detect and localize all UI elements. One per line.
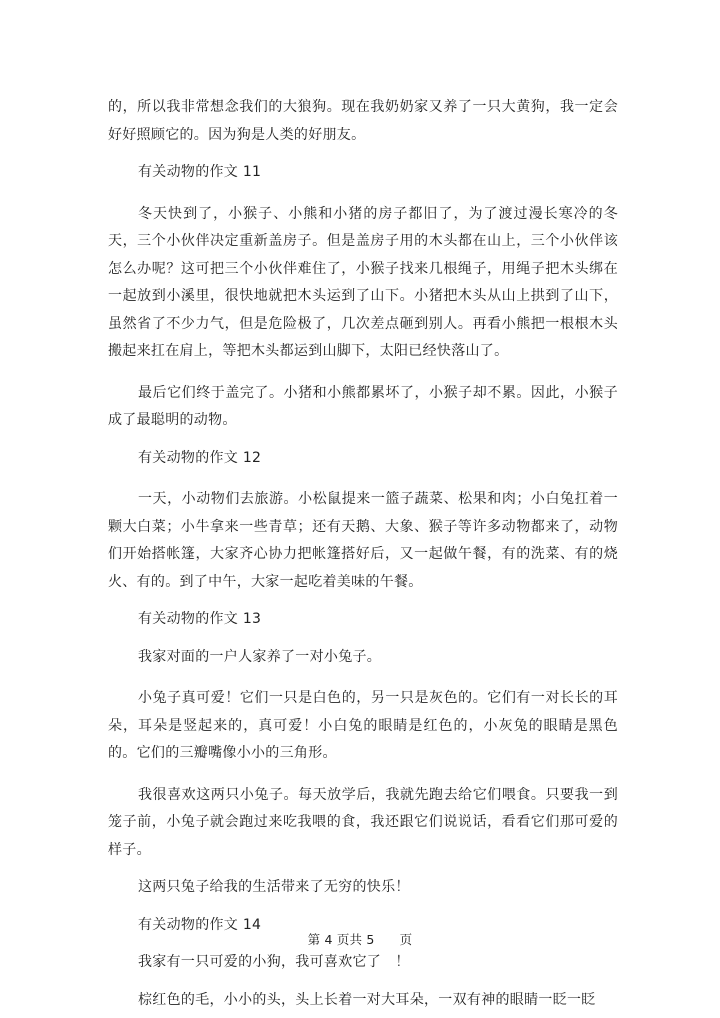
paragraph: 我很喜欢这两只小兔子。每天放学后，我就先跑去给它们喂食。只要我一到笼子前，小兔子就会跑过来吃我喂的食，我还跟它们说说话，看看它们那可爱的样子。 — [108, 786, 618, 858]
paragraph: 我家有一只可爱的小狗，我可喜欢它了 ！ — [138, 954, 410, 970]
section-heading: 有关动物的作文 14 — [138, 916, 262, 933]
paragraph: 最后它们终于盖完了。小猪和小熊都累坏了，小猴子却不累。因此，小猴子成了最聪明的动物。 — [108, 384, 618, 428]
page-number-suffix: 页 — [399, 932, 413, 947]
paragraph: 冬天快到了，小猴子、小熊和小猪的房子都旧了，为了渡过漫长寒冷的冬天，三个小伙伴决定重新盖房子。但是盖房子用的木头都在山上，三个小伙伴该怎么办呢？这可把三个小伙伴难住了，小猴子找来几根绳子，用绳子把木头绑在一起放到小溪里，很快地就把木头运到了山下。小猪把木头从山上拱到了山下，虽然省了不少力气，但是危险极了，几次差点砸到别人。再看小熊把一根根木头搬起来扛在肩上，等把木头都运到山脚下，太阳已经快落山了。 — [108, 205, 618, 359]
paragraph: 这两只兔子给我的生活带来了无穷的快乐！ — [138, 879, 410, 895]
page-number-label: 第 4 页共 5 — [307, 932, 375, 947]
paragraph: 我家对面的一户人家养了一对小兔子。 — [138, 648, 382, 665]
paragraph: 的，所以我非常想念我们的大狼狗。现在我奶奶家又养了一只大黄狗，我一定会好好照顾它的。因为狗是人类的好朋友。 — [108, 99, 618, 143]
page-footer — [0, 930, 720, 948]
section-heading: 有关动物的作文 13 — [138, 611, 262, 627]
paragraph: 棕红色的毛，小小的头，头上长着一对大耳朵，一双有神的眼睛一眨一眨 — [138, 991, 596, 1008]
paragraph: 小兔子真可爱！它们一只是白色的，另一只是灰色的。它们有一对长长的耳朵，耳朵是竖起来的，真可爱！小白兔的眼睛是红色的，小灰兔的眼睛是黑色的。它们的三瓣嘴像小小的三角形。 — [108, 690, 618, 761]
section-heading: 有关动物的作文 12 — [138, 449, 262, 466]
paragraph: 一天，小动物们去旅游。小松鼠提来一篮子蔬菜、松果和肉；小白兔扛着一颗大白菜；小牛拿来一些青草；还有天鹅、大象、猴子等许多动物都来了，动物们开始搭帐篷，大家齐心协力把帐篷搭好后，又一起做午餐，有的洗菜、有的烧火、有的。到了中午，大家一起吃着美味的午餐。 — [108, 491, 618, 590]
document-body — [108, 94, 618, 1014]
section-heading: 有关动物的作文 11 — [138, 164, 262, 180]
